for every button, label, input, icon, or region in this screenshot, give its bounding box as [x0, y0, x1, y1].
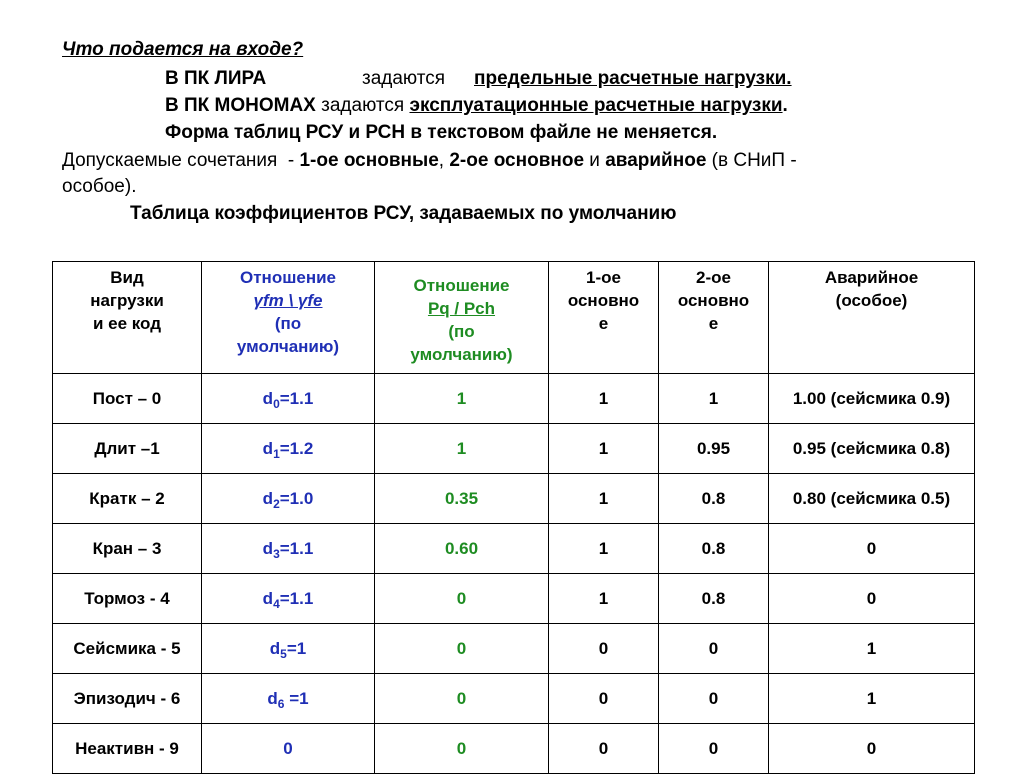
second-main-cell: 0	[659, 674, 769, 724]
gamma-ratio-cell	[202, 674, 375, 724]
gamma-ratio-cell	[202, 624, 375, 674]
second-main-cell: 0.8	[659, 474, 769, 524]
question-heading: Что подается на входе?	[62, 39, 304, 60]
first-main-cell: 1	[549, 374, 659, 424]
d-base: d	[267, 689, 278, 708]
monomah-line	[165, 95, 788, 117]
first-main-cell: 0	[549, 724, 659, 774]
gamma-ratio-cell	[202, 574, 375, 624]
table-row	[53, 524, 975, 574]
load-type-cell: Кратк – 2	[53, 474, 202, 524]
allowed-first: 1-ое основные	[299, 150, 439, 171]
first-main-cell: 1	[549, 524, 659, 574]
first-main-cell: 1	[549, 574, 659, 624]
d-value: =1	[286, 639, 307, 658]
table-row	[53, 674, 975, 724]
first-main-cell: 1	[549, 474, 659, 524]
d-subscript: 2	[273, 497, 280, 511]
form-note: Форма таблиц РСУ и РСН в текстовом файле не меняется.	[165, 122, 718, 143]
allowed-line2: особое).	[62, 176, 137, 197]
second-main-cell: 0.95	[659, 424, 769, 474]
gamma-ratio-cell	[202, 474, 375, 524]
monomah-value: эксплуатационные расчетные нагрузки	[409, 95, 783, 116]
gamma-ratio-formula: γfm \ γfe	[253, 291, 323, 310]
emergency-cell: 0	[769, 574, 975, 624]
allowed-emergency: аварийное	[605, 150, 707, 171]
allowed-prefix: Допускаемые сочетания -	[62, 150, 300, 171]
monomah-verb: задаются	[321, 95, 405, 116]
allowed-sep: ,	[438, 150, 450, 171]
load-ratio-formula: Pq / Pch	[427, 298, 496, 318]
header-emergency: Аварийное (особое)	[769, 262, 975, 374]
d-value: =1.1	[279, 539, 314, 558]
d-base: d	[262, 589, 274, 608]
d-base: d	[262, 389, 274, 408]
d-subscript: 3	[273, 547, 280, 561]
first-main-cell: 0	[549, 674, 659, 724]
load-type-cell: Неактивн - 9	[53, 724, 202, 774]
emergency-cell: 0	[769, 524, 975, 574]
load-ratio-cell: 0.60	[375, 524, 549, 574]
d-base: d	[269, 639, 281, 658]
table-title: Таблица коэффициентов РСУ, задаваемых по умолчанию	[130, 203, 677, 224]
gamma-ratio-cell	[202, 524, 375, 574]
lira-verb: задаются	[362, 68, 446, 89]
table-row	[53, 374, 975, 424]
header-second-main: 2-ое основно е	[659, 262, 769, 374]
emergency-cell: 0.95 (сейсмика 0.8)	[769, 424, 975, 474]
first-main-cell: 1	[549, 424, 659, 474]
table-body	[53, 374, 975, 774]
d-value: =1.2	[279, 439, 314, 458]
load-type-cell: Тормоз - 4	[53, 574, 202, 624]
d-subscript: 4	[273, 597, 280, 611]
load-ratio-cell: 0	[375, 574, 549, 624]
second-main-cell: 1	[659, 374, 769, 424]
load-type-cell: Эпизодич - 6	[53, 674, 202, 724]
table-row	[53, 474, 975, 524]
d-subscript: 0	[273, 397, 280, 411]
allowed-and: и	[584, 150, 606, 171]
load-type-cell: Сейсмика - 5	[53, 624, 202, 674]
load-ratio-cell: 0	[375, 624, 549, 674]
header-gamma-ratio: Отношение γfm \ γfe (по умолчанию)	[202, 262, 375, 374]
header-load-ratio: Отношение Pq / Pch (по умолчанию)	[375, 262, 549, 374]
table-header-row	[53, 262, 975, 374]
d-value: 0	[283, 739, 293, 758]
second-main-cell: 0	[659, 724, 769, 774]
table-row	[53, 624, 975, 674]
monomah-period: .	[782, 95, 788, 116]
emergency-cell: 1.00 (сейсмика 0.9)	[769, 374, 975, 424]
gamma-ratio-cell	[202, 724, 375, 774]
load-type-cell: Длит –1	[53, 424, 202, 474]
rsu-coefficients-table	[52, 261, 975, 774]
allowed-second: 2-ое основное	[449, 150, 585, 171]
table-row	[53, 424, 975, 474]
d-value: =1.0	[279, 489, 314, 508]
emergency-cell: 0	[769, 724, 975, 774]
lira-value: предельные расчетные нагрузки.	[474, 68, 792, 89]
d-base: d	[262, 439, 274, 458]
second-main-cell: 0.8	[659, 524, 769, 574]
header-first-main: 1-ое основно е	[549, 262, 659, 374]
d-value: =1.1	[279, 589, 314, 608]
d-subscript: 6	[277, 697, 285, 711]
load-ratio-cell: 1	[375, 424, 549, 474]
d-subscript: 5	[280, 647, 287, 661]
load-type-cell: Пост – 0	[53, 374, 202, 424]
table-row	[53, 574, 975, 624]
d-base: d	[262, 539, 274, 558]
emergency-cell: 1	[769, 624, 975, 674]
load-ratio-cell: 1	[375, 374, 549, 424]
load-ratio-cell: 0	[375, 724, 549, 774]
allowed-suffix: (в СНиП -	[706, 150, 797, 171]
allowed-combos-line	[62, 150, 797, 172]
load-ratio-cell: 0	[375, 674, 549, 724]
lira-label: В ПК ЛИРА	[165, 68, 267, 89]
second-main-cell: 0.8	[659, 574, 769, 624]
gamma-ratio-cell	[202, 374, 375, 424]
gamma-ratio-cell	[202, 424, 375, 474]
first-main-cell: 0	[549, 624, 659, 674]
table-row	[53, 724, 975, 774]
d-value: =1.1	[279, 389, 314, 408]
second-main-cell: 0	[659, 624, 769, 674]
d-subscript: 1	[273, 447, 280, 461]
load-ratio-cell: 0.35	[375, 474, 549, 524]
d-base: d	[262, 489, 274, 508]
emergency-cell: 0.80 (сейсмика 0.5)	[769, 474, 975, 524]
d-value: =1	[284, 689, 309, 708]
emergency-cell: 1	[769, 674, 975, 724]
header-load-type: Вид нагрузки и ее код	[53, 262, 202, 374]
load-type-cell: Кран – 3	[53, 524, 202, 574]
monomah-label: В ПК МОНОМАХ	[165, 95, 316, 116]
